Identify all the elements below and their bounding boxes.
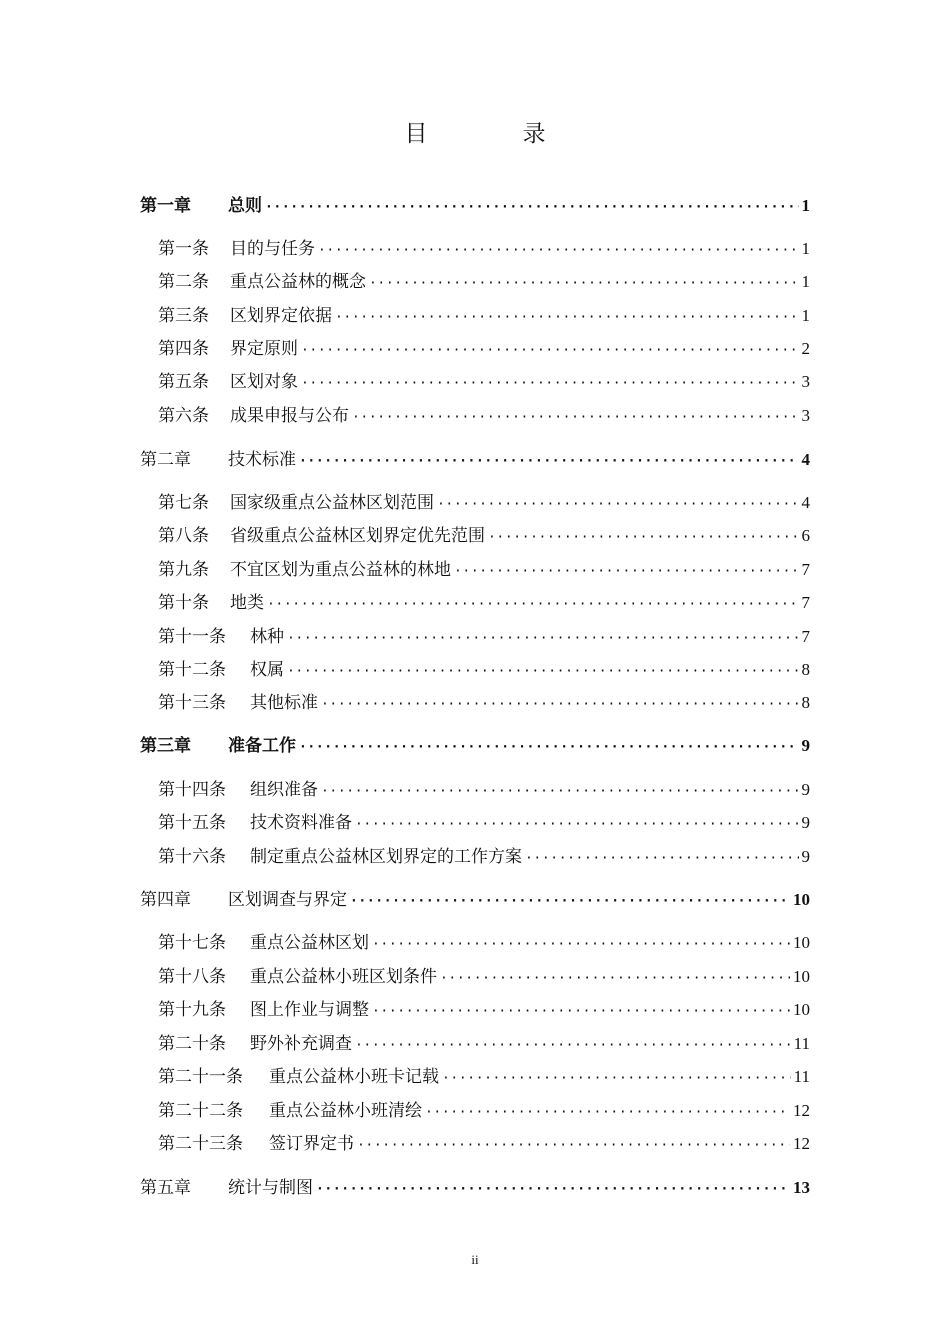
dot-leader bbox=[440, 967, 790, 991]
toc-article-5[interactable] bbox=[158, 370, 810, 394]
toc-entry-number: 第四章 bbox=[140, 890, 191, 910]
toc-entry-title: 权属 bbox=[250, 660, 284, 680]
toc-article-18[interactable] bbox=[158, 965, 810, 989]
toc-entry-number: 第十七条 bbox=[158, 933, 226, 953]
toc-entry-number: 第二十三条 bbox=[158, 1134, 243, 1154]
toc-entry-number: 第七条 bbox=[158, 493, 209, 513]
toc-entry-page: 8 bbox=[801, 693, 810, 712]
toc-entry-title: 野外补充调查 bbox=[250, 1034, 352, 1054]
toc-entry-title: 重点公益林小班区划条件 bbox=[250, 967, 437, 987]
toc-entry-page: 11 bbox=[793, 1034, 810, 1053]
toc-entry-page: 11 bbox=[793, 1067, 810, 1086]
toc-entry-number: 第十八条 bbox=[158, 967, 226, 987]
toc-entry-page: 10 bbox=[793, 967, 810, 986]
toc-entry-page: 1 bbox=[801, 306, 810, 325]
toc-entry-page: 3 bbox=[801, 372, 810, 391]
toc-entry-page: 9 bbox=[801, 736, 810, 755]
toc-entry-page: 13 bbox=[793, 1178, 810, 1197]
toc-entry-page: 1 bbox=[801, 239, 810, 258]
dot-leader bbox=[335, 306, 799, 330]
toc-entry-number: 第十条 bbox=[158, 593, 209, 613]
dot-leader bbox=[321, 693, 799, 717]
toc-entry-title: 其他标准 bbox=[250, 693, 318, 713]
toc-entry-number: 第五条 bbox=[158, 372, 209, 392]
toc-entry-title: 组织准备 bbox=[250, 780, 318, 800]
toc-article-20[interactable] bbox=[158, 1032, 810, 1056]
toc-entry-number: 第三章 bbox=[140, 736, 191, 756]
dot-leader bbox=[301, 339, 799, 363]
toc-article-15[interactable] bbox=[158, 811, 810, 835]
toc-entry-title: 重点公益林区划 bbox=[250, 933, 369, 953]
toc-entry-page: 8 bbox=[801, 660, 810, 679]
dot-leader bbox=[525, 847, 799, 871]
toc-entry-title: 区划界定依据 bbox=[230, 306, 332, 326]
toc-entry-page: 12 bbox=[793, 1134, 810, 1153]
dot-leader bbox=[299, 736, 799, 760]
toc-entry-title: 地类 bbox=[230, 593, 264, 613]
toc-entry-page: 10 bbox=[793, 890, 810, 909]
toc-entry-page: 10 bbox=[793, 933, 810, 952]
dot-leader bbox=[372, 933, 790, 957]
dot-leader bbox=[454, 560, 799, 584]
dot-leader bbox=[355, 1034, 791, 1058]
toc-entry-number: 第二条 bbox=[158, 272, 209, 292]
toc-article-1[interactable] bbox=[158, 237, 810, 261]
toc-article-21[interactable] bbox=[158, 1065, 810, 1089]
toc-article-8[interactable] bbox=[158, 524, 810, 548]
toc-entry-page: 6 bbox=[801, 526, 810, 545]
toc-entry-page: 7 bbox=[801, 593, 810, 612]
dot-leader bbox=[299, 450, 799, 474]
toc-article-19[interactable] bbox=[158, 998, 810, 1022]
toc-entry-page: 12 bbox=[793, 1101, 810, 1120]
dot-leader bbox=[301, 372, 799, 396]
toc-entry-page: 2 bbox=[801, 339, 810, 358]
toc-article-9[interactable] bbox=[158, 558, 810, 582]
toc-entry-number: 第二十条 bbox=[158, 1034, 226, 1054]
toc-article-13[interactable] bbox=[158, 691, 810, 715]
toc-entry-title: 不宜区划为重点公益林的林地 bbox=[230, 560, 451, 580]
dot-leader bbox=[352, 406, 799, 430]
dot-leader bbox=[267, 593, 799, 617]
toc-chapter-2[interactable] bbox=[140, 448, 810, 472]
toc-entry-number: 第八条 bbox=[158, 526, 209, 546]
toc-entry-number: 第二十二条 bbox=[158, 1101, 243, 1121]
dot-leader bbox=[316, 1178, 790, 1202]
toc-entry-number: 第十五条 bbox=[158, 813, 226, 833]
dot-leader bbox=[287, 627, 799, 651]
toc-entry-page: 10 bbox=[793, 1000, 810, 1019]
dot-leader bbox=[488, 526, 799, 550]
toc-entry-number: 第二章 bbox=[140, 450, 191, 470]
toc-entry-page: 7 bbox=[801, 627, 810, 646]
toc-entry-title: 制定重点公益林区划界定的工作方案 bbox=[250, 847, 522, 867]
dot-leader bbox=[442, 1067, 791, 1091]
toc-entry-number: 第十一条 bbox=[158, 627, 226, 647]
toc-entry-title: 技术资料准备 bbox=[250, 813, 352, 833]
toc-entry-number: 第一章 bbox=[140, 196, 191, 216]
dot-leader bbox=[369, 272, 799, 296]
toc-entry-title: 签订界定书 bbox=[269, 1134, 354, 1154]
toc-entry-title: 重点公益林小班卡记载 bbox=[269, 1067, 439, 1087]
dot-leader bbox=[357, 1134, 790, 1158]
toc-entry-title: 林种 bbox=[250, 627, 284, 647]
toc-entry-page: 1 bbox=[801, 272, 810, 291]
toc-entry-page: 9 bbox=[801, 813, 810, 832]
toc-entry-page: 1 bbox=[801, 196, 810, 215]
toc-entry-title: 统计与制图 bbox=[228, 1178, 313, 1198]
toc-entry-title: 国家级重点公益林区划范围 bbox=[230, 493, 434, 513]
toc-article-7[interactable] bbox=[158, 491, 810, 515]
dot-leader bbox=[355, 813, 799, 837]
toc-entry-number: 第四条 bbox=[158, 339, 209, 359]
toc-chapter-3[interactable] bbox=[140, 734, 810, 758]
toc-article-22[interactable] bbox=[158, 1099, 810, 1123]
toc-entry-title: 重点公益林小班清绘 bbox=[269, 1101, 422, 1121]
toc-entry-number: 第六条 bbox=[158, 406, 209, 426]
toc-entry-title: 界定原则 bbox=[230, 339, 298, 359]
toc-article-12[interactable] bbox=[158, 658, 810, 682]
toc-chapter-4[interactable] bbox=[140, 888, 810, 912]
toc-entry-number: 第十九条 bbox=[158, 1000, 226, 1020]
toc-entry-page: 7 bbox=[801, 560, 810, 579]
toc-entry-title: 区划对象 bbox=[230, 372, 298, 392]
toc-article-23[interactable] bbox=[158, 1132, 810, 1156]
dot-leader bbox=[350, 890, 790, 914]
toc-entry-title: 总则 bbox=[228, 196, 262, 216]
toc-entry-number: 第十六条 bbox=[158, 847, 226, 867]
toc-article-14[interactable] bbox=[158, 778, 810, 802]
toc-entry-page: 4 bbox=[801, 493, 810, 512]
toc-entry-title: 省级重点公益林区划界定优先范围 bbox=[230, 526, 485, 546]
dot-leader bbox=[287, 660, 799, 684]
page-title: 目 录 bbox=[404, 121, 582, 147]
toc-article-11[interactable] bbox=[158, 625, 810, 649]
toc-chapter-1[interactable] bbox=[140, 194, 810, 218]
toc-entry-page: 9 bbox=[801, 780, 810, 799]
toc-entry-title: 图上作业与调整 bbox=[250, 1000, 369, 1020]
toc-entry-page: 9 bbox=[801, 847, 810, 866]
toc-article-10[interactable] bbox=[158, 591, 810, 615]
toc-article-6[interactable] bbox=[158, 404, 810, 428]
toc-entry-page: 4 bbox=[801, 450, 810, 469]
toc-entry-number: 第五章 bbox=[140, 1178, 191, 1198]
dot-leader bbox=[265, 196, 799, 220]
toc-article-2[interactable] bbox=[158, 270, 810, 294]
footer-page-number: ii bbox=[471, 1252, 479, 1267]
toc-entry-number: 第十二条 bbox=[158, 660, 226, 680]
toc-article-3[interactable] bbox=[158, 304, 810, 328]
toc-entry-title: 准备工作 bbox=[228, 736, 296, 756]
toc-article-4[interactable] bbox=[158, 337, 810, 361]
dot-leader bbox=[437, 493, 799, 517]
toc-entry-title: 重点公益林的概念 bbox=[230, 272, 366, 292]
toc-entry-number: 第三条 bbox=[158, 306, 209, 326]
toc-entry-number: 第九条 bbox=[158, 560, 209, 580]
toc-entry-number: 第十三条 bbox=[158, 693, 226, 713]
toc-entry-title: 区划调查与界定 bbox=[228, 890, 347, 910]
toc-chapter-5[interactable] bbox=[140, 1176, 810, 1200]
dot-leader bbox=[318, 239, 799, 263]
toc-entry-number: 第十四条 bbox=[158, 780, 226, 800]
toc-entry-page: 3 bbox=[801, 406, 810, 425]
dot-leader bbox=[425, 1101, 790, 1125]
toc-entry-number: 第一条 bbox=[158, 239, 209, 259]
toc-article-16[interactable] bbox=[158, 845, 810, 869]
dot-leader bbox=[321, 780, 799, 804]
toc-entry-number: 第二十一条 bbox=[158, 1067, 243, 1087]
dot-leader bbox=[372, 1000, 790, 1024]
toc-entry-title: 目的与任务 bbox=[230, 239, 315, 259]
toc-entry-title: 成果申报与公布 bbox=[230, 406, 349, 426]
toc-article-17[interactable] bbox=[158, 931, 810, 955]
toc-entry-title: 技术标准 bbox=[228, 450, 296, 470]
